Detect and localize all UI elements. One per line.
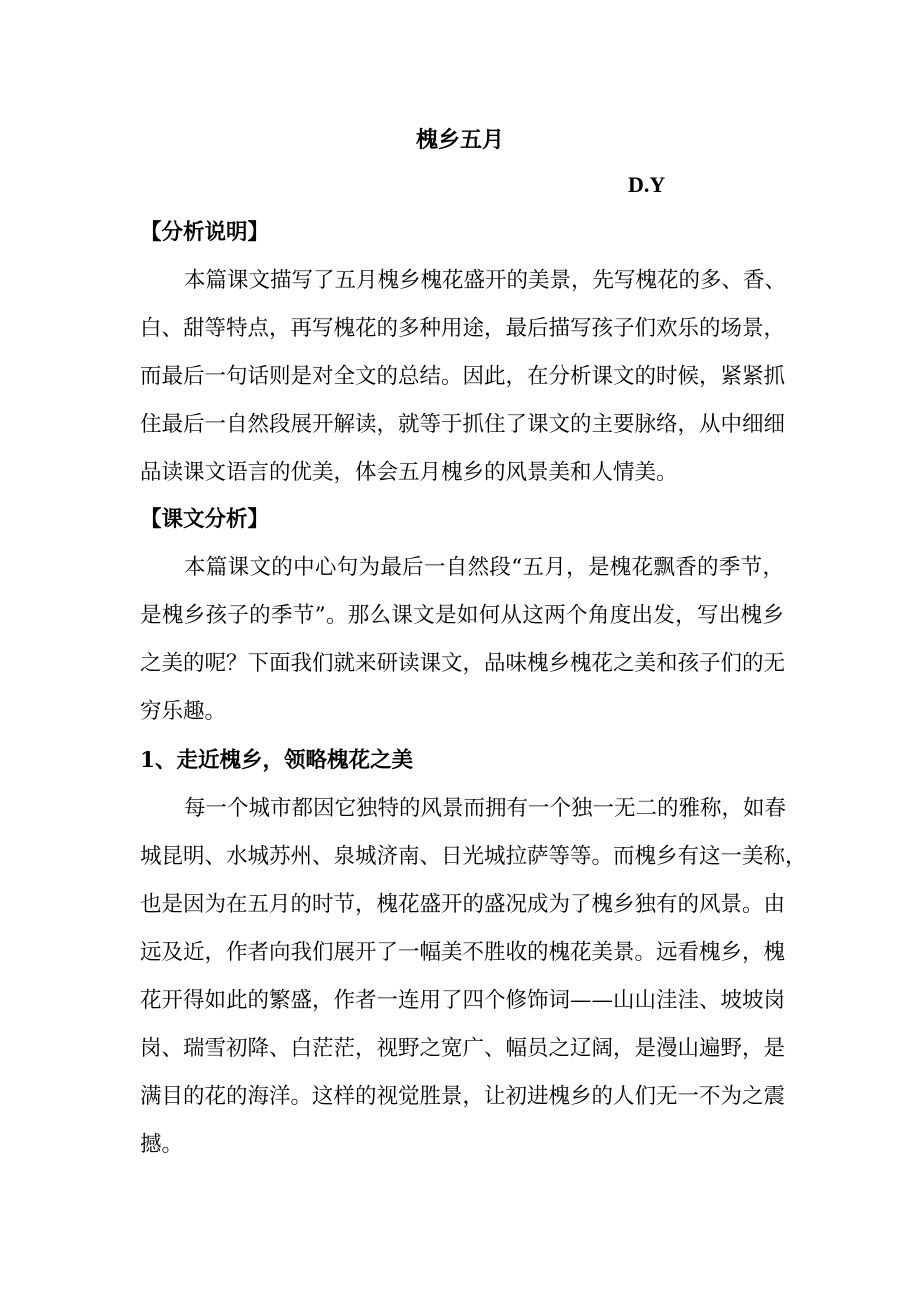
paragraph-line: 远及近，作者向我们展开了一幅美不胜收的槐花美景。远看槐乡，槐	[140, 940, 786, 965]
section-heading: 【课文分析】	[140, 507, 270, 532]
paragraph-line: 本篇课文描写了五月槐乡槐花盛开的美景，先写槐花的多、香、	[184, 268, 787, 293]
paragraph-line: 住最后一自然段展开解读，就等于抓住了课文的主要脉络，从中细细	[140, 412, 786, 437]
paragraph-line: 城昆明、水城苏州、泉城济南、日光城拉萨等等。而槐乡有这一美称，	[140, 844, 807, 869]
section-heading: 1、走近槐乡，领略槐花之美	[140, 748, 413, 773]
paragraph-line: 本篇课文的中心句为最后一自然段“五月，是槐花飘香的季节，	[184, 555, 784, 580]
document-title: 槐乡五月	[415, 127, 504, 153]
paragraph-line: 也是因为在五月的时节，槐花盛开的盛况成为了槐乡独有的风景。由	[140, 892, 786, 917]
paragraph-line: 岗、瑞雪初降、白茫茫，视野之宽广、幅员之辽阔，是漫山遍野，是	[140, 1036, 786, 1061]
paragraph-line: 品读课文语言的优美，体会五月槐乡的风景美和人情美。	[140, 460, 678, 485]
paragraph-line: 花开得如此的繁盛，作者一连用了四个修饰词——山山洼洼、坡坡岗	[140, 988, 786, 1013]
section-heading: 【分析说明】	[140, 220, 270, 245]
paragraph-line: 撼。	[140, 1132, 184, 1157]
paragraph-line: 之美的呢？下面我们就来研读课文，品味槐乡槐花之美和孩子们的无	[140, 651, 786, 676]
paragraph-line: 而最后一句话则是对全文的总结。因此，在分析课文的时候，紧紧抓	[140, 364, 786, 389]
paragraph-line: 穷乐趣。	[140, 699, 227, 724]
paragraph-line: 满目的花的海洋。这样的视觉胜景，让初进槐乡的人们无一不为之震	[140, 1084, 786, 1109]
paragraph-line: 是槐乡孩子的季节”。那么课文是如何从这两个角度出发，写出槐乡	[140, 603, 784, 628]
document-author: D.Y	[628, 172, 666, 197]
paragraph-line: 每一个城市都因它独特的风景而拥有一个独一无二的雅称，如春	[184, 796, 787, 821]
paragraph-line: 白、甜等特点，再写槐花的多种用途，最后描写孩子们欢乐的场景，	[140, 316, 786, 341]
